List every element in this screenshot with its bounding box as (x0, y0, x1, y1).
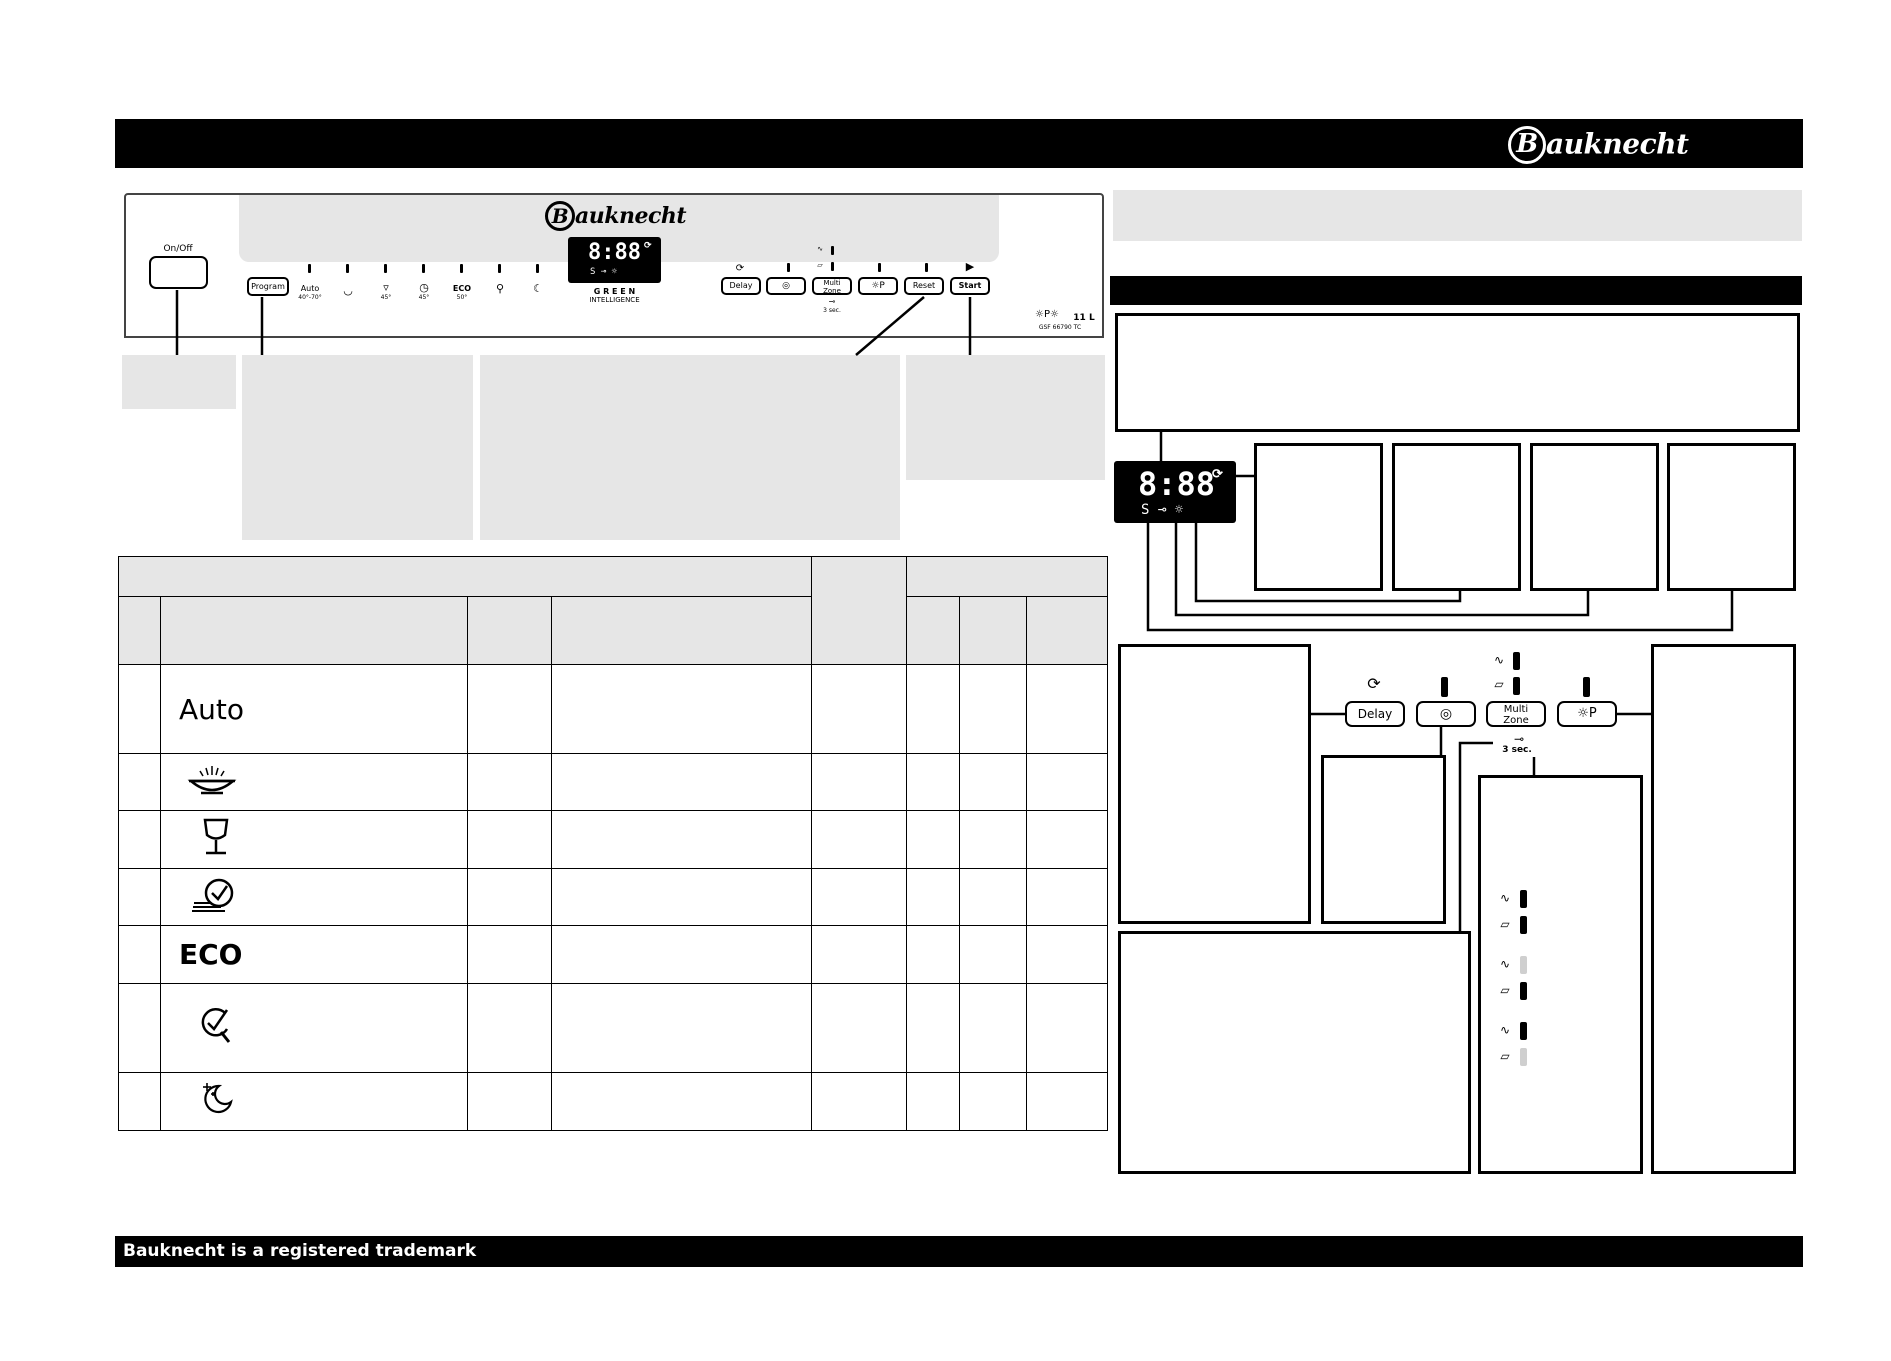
detail-led-half-load (1441, 677, 1448, 697)
rapid-icon (197, 1005, 237, 1047)
model-label: GSF 66790 TC (1038, 324, 1082, 331)
detail-key-icon: ⊸ (1513, 732, 1525, 746)
panel-prog-eco: ECO 50° (452, 284, 472, 301)
panel-delay-icon: ⟳ (735, 263, 745, 274)
table-subheader (960, 597, 1027, 665)
row-label-eco: ECO (160, 926, 467, 984)
tablet-note-box (1651, 644, 1796, 1174)
panel-key-icon: ⊸ (828, 297, 836, 306)
panel-express-icon: ◷ 45° (418, 281, 430, 301)
display-symbol-note-4 (1667, 443, 1796, 591)
panel-brand-b-mark: B (545, 201, 575, 231)
start-arrow-icon: ▶ (965, 260, 975, 273)
detail-upper-basket-icon: ∿ (1493, 653, 1505, 667)
detail-delay-button[interactable]: Delay (1345, 701, 1405, 727)
note-start (906, 355, 1105, 480)
display-symbol-note-1 (1254, 443, 1383, 591)
detail-tablet-button[interactable]: ☼P (1557, 701, 1617, 727)
led-soak (346, 264, 349, 273)
led-rapid (498, 264, 501, 273)
table-header-program (119, 557, 812, 597)
legend-upper-icon-3: ∿ (1499, 1023, 1511, 1037)
led-night (536, 264, 539, 273)
panel-hold-label: 3 sec. (823, 307, 841, 314)
table-subheader (907, 597, 960, 665)
panel-display-delay-icon: ⟳ (644, 241, 652, 251)
legend-led-upper-2 (1520, 956, 1527, 974)
capacity-label: 11 L (1073, 313, 1095, 323)
table-header-duration (812, 557, 907, 665)
legend-led-lower-3 (1520, 1048, 1527, 1066)
panel-night-icon: ☾ (533, 282, 543, 295)
options-note-box (1118, 931, 1471, 1174)
right-section-bar (1110, 276, 1802, 305)
display-symbol-note-2 (1392, 443, 1521, 591)
table-row (119, 665, 1108, 754)
program-table (118, 556, 1108, 1131)
program-button[interactable]: Program (247, 277, 289, 296)
header-logo: B auknecht (1508, 122, 1688, 164)
led-reset (925, 263, 928, 272)
table-subheader (551, 597, 812, 665)
detail-half-load-button[interactable]: ◎ (1416, 701, 1476, 727)
multizone-note-box (1478, 775, 1643, 1174)
panel-prog-auto: Auto 40°-70° (298, 284, 322, 301)
intelligence-label: INTELLIGENCE (589, 296, 640, 304)
note-onoff (122, 355, 236, 409)
row-label-auto: Auto (160, 665, 467, 754)
panel-upper-basket-icon: ∿ (817, 245, 823, 253)
table-header-consumption (907, 557, 1108, 597)
legend-upper-icon-2: ∿ (1499, 957, 1511, 971)
delay-note-box (1118, 644, 1311, 924)
detail-display-icons: S ⊸ ☼ (1141, 502, 1184, 518)
start-button[interactable]: Start (950, 277, 990, 295)
legend-lower-icon-2: ▱ (1500, 983, 1510, 997)
green-label: G R E E N (593, 287, 636, 296)
legend-lower-icon-3: ▱ (1500, 1049, 1510, 1063)
tablet-logo-icon: ☼P☼ (1035, 309, 1059, 320)
table-row (119, 984, 1108, 1073)
glass-icon (201, 817, 231, 857)
led-lower-basket (831, 262, 834, 271)
note-options (480, 355, 900, 540)
delay-button[interactable]: Delay (721, 277, 761, 295)
table-subheader (1027, 597, 1108, 665)
note-program (242, 355, 473, 540)
reset-button[interactable]: Reset (904, 277, 944, 295)
detail-lower-basket-icon: ▱ (1494, 677, 1504, 691)
onoff-label: On/Off (163, 244, 193, 254)
panel-display (568, 237, 661, 283)
detail-led-upper (1513, 652, 1520, 670)
panel-display-icons: S ⊸ ☼ (590, 267, 618, 277)
detail-display-delay-icon: ⟳ (1212, 467, 1223, 482)
footer-text: Bauknecht is a registered trademark (123, 1241, 477, 1261)
brand-b-mark: B (1508, 126, 1546, 164)
detail-hold-label: 3 sec. (1502, 745, 1532, 755)
detail-led-tablet (1583, 677, 1590, 697)
panel-display-digits: 8:88 (588, 240, 641, 265)
express-icon (191, 875, 239, 915)
table-subheader (467, 597, 551, 665)
table-subheader (160, 597, 467, 665)
detail-led-lower (1513, 677, 1520, 695)
panel-soak-icon: ◡ (343, 284, 353, 297)
panel-rapid-icon: ⚲ (495, 282, 505, 295)
legend-led-upper-1 (1520, 890, 1527, 908)
legend-lower-icon-1: ▱ (1500, 917, 1510, 931)
detail-multizone-button[interactable]: Multi Zone (1486, 701, 1546, 727)
panel-lower-basket-icon: ▱ (817, 261, 823, 269)
legend-led-lower-1 (1520, 916, 1527, 934)
half-load-note-box (1321, 755, 1446, 924)
display-note-box (1115, 313, 1800, 432)
display-symbol-note-3 (1530, 443, 1659, 591)
multizone-button[interactable]: Multi Zone (812, 277, 852, 295)
tablet-button[interactable]: ☼P (858, 277, 898, 295)
panel-glass-icon: ▿ 45° (380, 281, 392, 301)
panel-logo: B auknecht (545, 198, 686, 232)
table-subheader (119, 597, 161, 665)
right-title-placeholder (1113, 190, 1802, 241)
led-half-load (787, 263, 790, 272)
detail-display-digits: 8:88 (1138, 465, 1216, 503)
led-upper-basket (831, 246, 834, 255)
led-tablet (878, 263, 881, 272)
onoff-button[interactable] (149, 256, 208, 289)
detail-display (1114, 461, 1236, 523)
table-row (119, 811, 1108, 869)
table-row (119, 926, 1108, 984)
led-glass (384, 264, 387, 273)
led-express (422, 264, 425, 273)
table-row (119, 869, 1108, 926)
table-row (119, 754, 1108, 811)
table-row (119, 1073, 1108, 1131)
night-icon (199, 1080, 237, 1118)
led-eco (460, 264, 463, 273)
legend-led-lower-2 (1520, 982, 1527, 1000)
detail-delay-icon: ⟳ (1367, 674, 1381, 693)
legend-led-upper-3 (1520, 1022, 1527, 1040)
legend-upper-icon-1: ∿ (1499, 891, 1511, 905)
soak-icon (187, 763, 237, 797)
half-load-button[interactable]: ◎ (766, 277, 806, 295)
led-auto (308, 264, 311, 273)
